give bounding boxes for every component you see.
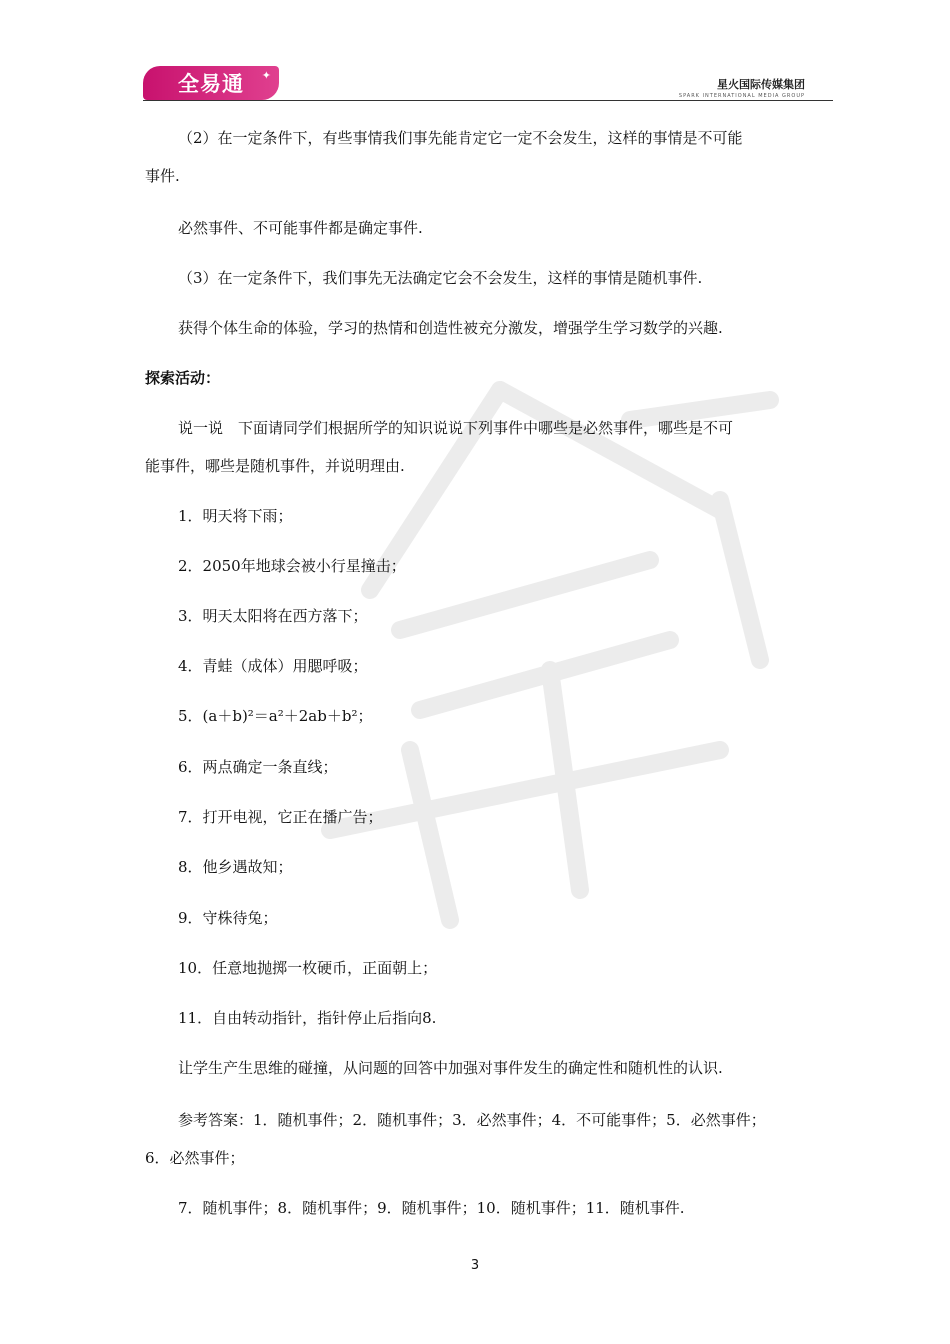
brand-logo xyxy=(143,66,279,100)
list-item: 2．2050年地球会被小行星撞击； xyxy=(178,557,406,575)
header-divider xyxy=(143,100,833,101)
publisher-subtitle: SPARK INTERNATIONAL MEDIA GROUP xyxy=(678,93,805,99)
paragraph-line: 事件. xyxy=(145,167,180,185)
list-item: 6．两点确定一条直线； xyxy=(178,758,338,776)
paragraph-line: 让学生产生思维的碰撞，从问题的回答中加强对事件发生的确定性和随机性的认识. xyxy=(178,1059,723,1077)
logo-text: 全易通 xyxy=(178,72,244,96)
paragraph-line: 6．必然事件； xyxy=(145,1149,245,1167)
list-item: 9．守株待兔； xyxy=(178,909,278,927)
list-item: 10．任意地抛掷一枚硬币，正面朝上； xyxy=(178,959,438,977)
paragraph-line: 说一说 下面请同学们根据所学的知识说说下列事件中哪些是必然事件，哪些是不可 xyxy=(178,419,734,437)
paragraph-line: 参考答案：1．随机事件；2．随机事件；3．必然事件；4．不可能事件；5．必然事件； xyxy=(178,1111,766,1129)
section-title: 探索活动： xyxy=(145,369,221,387)
paragraph-line: 必然事件、不可能事件都是确定事件. xyxy=(178,219,423,237)
sparkle-icon: ✦ xyxy=(261,69,271,82)
list-item: 3．明天太阳将在西方落下； xyxy=(178,607,368,625)
paragraph-line: （3）在一定条件下，我们事先无法确定它会不会发生，这样的事情是随机事件. xyxy=(178,269,703,287)
publisher-name: 星火国际传媒集团 xyxy=(717,78,805,91)
paragraph-line: 能事件，哪些是随机事件，并说明理由. xyxy=(145,457,405,475)
list-item: 7．打开电视，它正在播广告； xyxy=(178,808,383,826)
paragraph-line: （2）在一定条件下，有些事情我们事先能肯定它一定不会发生，这样的事情是不可能 xyxy=(178,129,743,147)
paragraph-line: 获得个体生命的体验，学习的热情和创造性被充分激发，增强学生学习数学的兴趣. xyxy=(178,319,723,337)
list-item: 8．他乡遇故知； xyxy=(178,858,293,876)
publisher-block xyxy=(679,76,805,99)
list-item: 11．自由转动指针，指针停止后指向8. xyxy=(178,1009,437,1027)
page-number: 3 xyxy=(470,1258,480,1273)
list-item: 5．(a＋b)²＝a²＋2ab＋b²； xyxy=(178,707,373,725)
list-item: 4．青蛙（成体）用腮呼吸； xyxy=(178,657,368,675)
list-item: 1．明天将下雨； xyxy=(178,507,293,525)
paragraph-line: 7．随机事件；8．随机事件；9．随机事件；10．随机事件；11．随机事件. xyxy=(178,1199,685,1217)
